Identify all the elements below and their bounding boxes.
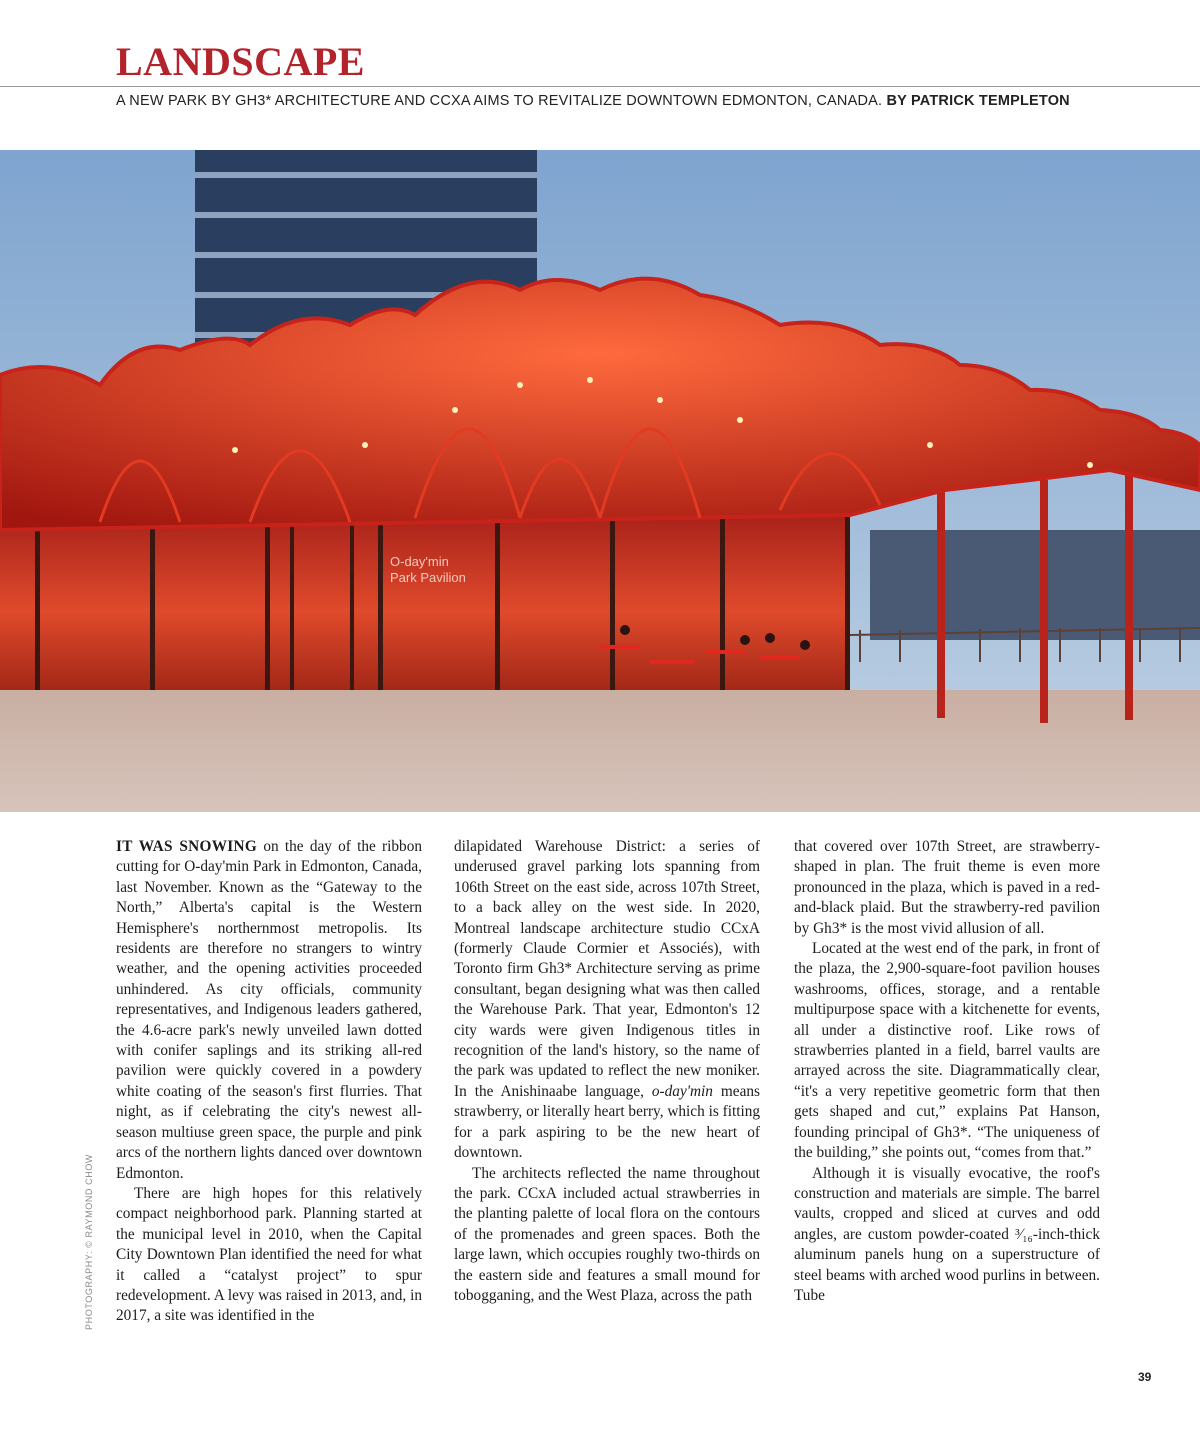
paragraph-text: on the day of the ribbon cutting for O-day'min Park in Edmonton, Canada, last November. Known as the “Gateway to the North,” Alberta's capital is the Western Hemisphere's northernmost metropolis. Its residents are therefore no strangers to wintry weather, and the opening activities proceeded unhindered. As city officials, community representatives, and Indigenous leaders gathered, the 4.6-acre park's newly unveiled lawn dotted with conifer saplings and its striking all-red pavilion were quickly covered in a powdery white coating of the season's first flurries. That night, as if celebrating the city's newest all-season multiuse green space, the purple and pink arcs of the northern lights danced over downtown Edmonton. xyxy=(116,838,422,1182)
article-column-3 xyxy=(794,837,1100,1306)
ground xyxy=(0,690,1200,812)
page-number: 39 xyxy=(1138,1370,1152,1384)
sign-line1: O-day'min xyxy=(390,554,449,569)
section-title: LANDSCAPE xyxy=(116,39,365,84)
deck-text: A NEW PARK BY GH3* ARCHITECTURE AND CCXA AIMS TO REVITALIZE DOWNTOWN EDMONTON, CANADA. xyxy=(116,93,883,109)
article-column-2 xyxy=(454,837,760,1306)
paragraph xyxy=(116,837,422,1184)
paragraph-text: -inch-thick aluminum panels hung on a superstructure of steel beams with arched wood purlins in between. Tube xyxy=(794,1225,1100,1304)
fraction: ³⁄₁₆ xyxy=(1015,1225,1033,1243)
right-building xyxy=(870,530,1200,640)
header-rule xyxy=(0,86,1200,87)
italic-term: o-day'min xyxy=(651,1082,713,1100)
lead-in: IT WAS SNOWING xyxy=(116,838,258,855)
sign-line2: Park Pavilion xyxy=(390,570,466,585)
paragraph: that covered over 107th Street, are strawberry-shaped in plan. The fruit theme is even more pronounced in the plaza, which is paved in a red-and-black plaid. But the strawberry-red pavilion by Gh3* is the most vivid allusion of all. xyxy=(794,838,1100,937)
pavilion-photo xyxy=(0,150,1200,812)
paragraph xyxy=(794,1164,1100,1307)
photo-credit: PHOTOGRAPHY: © RAYMOND CHOW xyxy=(84,1153,94,1330)
deck xyxy=(116,91,1196,111)
byline: BY PATRICK TEMPLETON xyxy=(886,93,1070,109)
paragraph: Located at the west end of the park, in front of the plaza, the 2,900-square-foot pavilion houses washrooms, offices, storage, and a rentable multipurpose space with a kitchenette for events, all under a distinctive roof. Like rows of strawberries planted in a field, barrel vaults are arrayed across the site. Diagrammatically clear, “it's a very repetitive geometric form that then gets shaped and cut,” explains Pat Hanson, founding principal of Gh3*. “The uniqueness of the building,” she points out, “comes from that.” xyxy=(794,940,1100,1162)
paragraph: The architects reflected the name throughout the park. CCxA included actual strawberries in the planting palette of local flora on the contours of the promenades and green spaces. Both the large lawn, which occupies roughly two-thirds on the eastern side and features a small mound for tobogganing, and the West Plaza, across the path xyxy=(454,1164,760,1304)
paragraph-text: dilapidated Warehouse District: a series of underused gravel parking lots spanning from 106th Street on the east side, across 107th Street, to a back alley on the west side. In 2020, Montreal landscape architecture studio CCxA (formerly Claude Cormier et Associés), with Toronto firm Gh3* Architecture serving as prime consultant, began designing what was then called the Warehouse Park. That year, Edmonton's 12 city wards were given Indigenous titles in recognition of the land's history, so the name of the park was updated to reflect the new moniker. In the Anishinaabe language, xyxy=(454,838,760,1100)
paragraph xyxy=(454,837,760,1164)
paragraph: There are high hopes for this relatively compact neighborhood park. Planning started at the municipal level in 2010, when the Capital City Downtown Plan identified the need for what it called a “catalyst project” to spur redevelopment. A levy was raised in 2013, and, in 2017, a site was identified in the xyxy=(116,1184,422,1325)
paragraph-text: means strawberry, or literally heart berry, which is fitting for a park aspiring to be the new heart of downtown. xyxy=(454,1082,760,1162)
article-column-1 xyxy=(116,837,422,1327)
paragraph-text: Although it is visually evocative, the roof's construction and materials are simple. The barrel vaults, cropped and sliced at curves and odd angles, are custom powder-coated xyxy=(794,1164,1100,1243)
